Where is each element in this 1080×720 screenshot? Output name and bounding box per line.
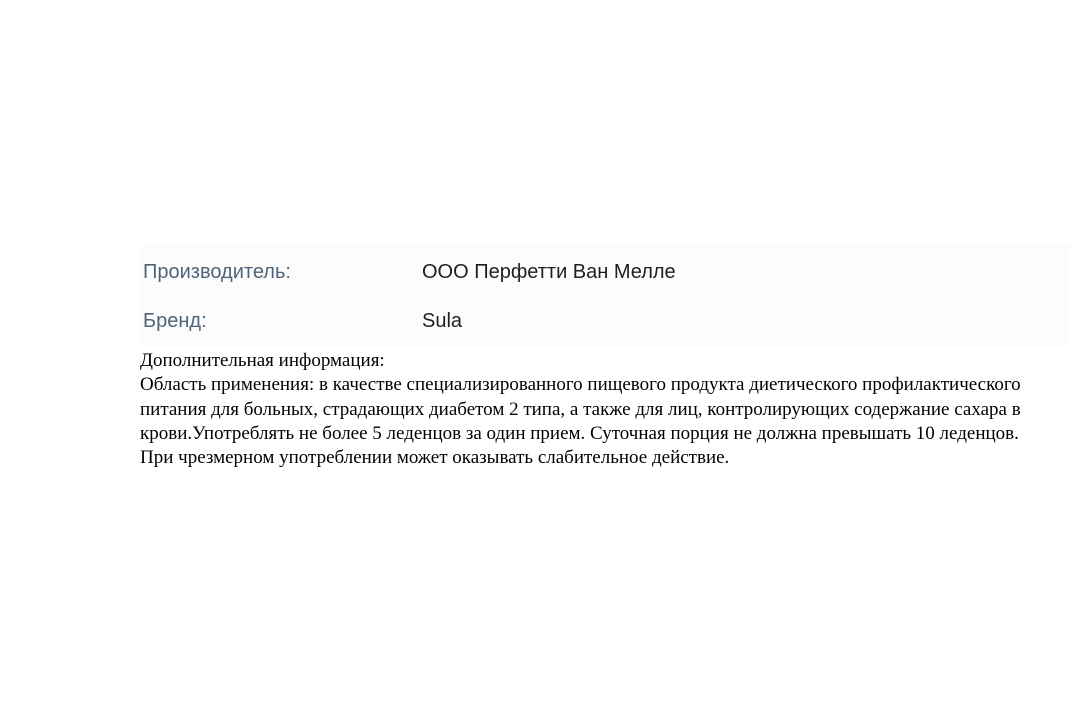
additional-info-heading: Дополнительная информация: xyxy=(140,350,385,371)
additional-info-text: Область применения: в качестве специализированного пищевого продукта диетического профилактического питания для больных, страдающих диабетом 2 типа, а также для лиц, контролирующих содержание сахара в крови.Употреблять не более 5 леденцов за один прием. Суточная порция не должна превышать 10 леденцов. При чрезмерном употреблении может оказывать слабительное действие. xyxy=(140,374,1021,469)
brand-label: Бренд: xyxy=(143,310,207,332)
additional-info xyxy=(140,349,1040,470)
spec-row-brand xyxy=(140,306,1070,336)
brand-value: Sula xyxy=(422,310,463,332)
manufacturer-label: Производитель: xyxy=(143,261,291,283)
spec-row-manufacturer xyxy=(140,257,1070,287)
product-specs-table xyxy=(140,244,1070,346)
manufacturer-value: ООО Перфетти Ван Мелле xyxy=(422,261,676,283)
